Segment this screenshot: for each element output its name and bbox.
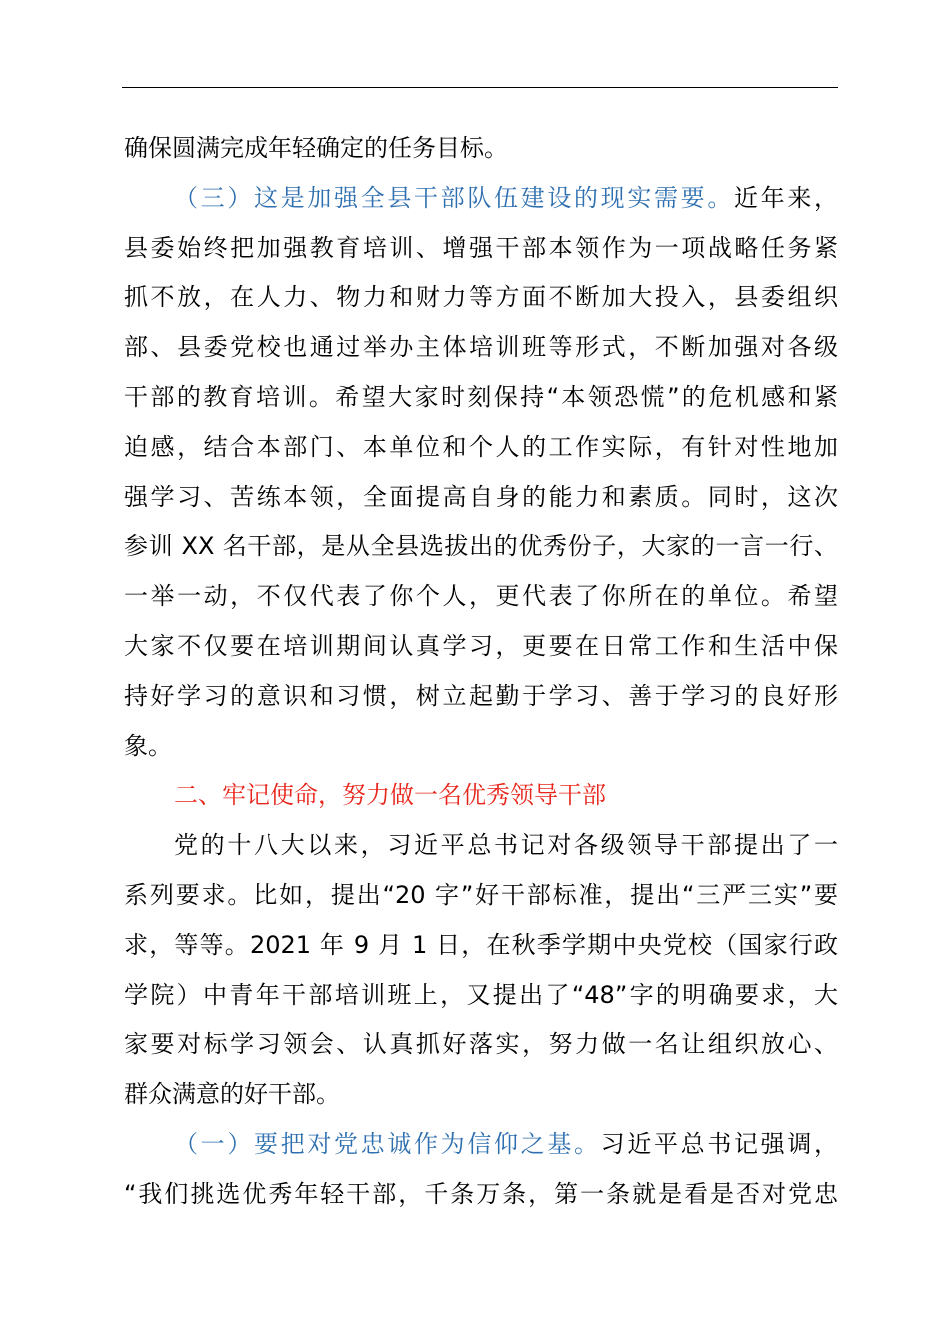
subheading-line [124, 174, 838, 224]
paragraph-line: 迫感，结合本部门、本单位和个人的工作实际，有针对性地加 [124, 432, 838, 461]
subheading-one: （一）要把对党忠诚作为信仰之基。 [174, 1129, 601, 1158]
paragraph-line: 参训 XX 名干部，是从全县选拔出的优秀份子，大家的一言一行、 [124, 532, 838, 561]
paragraph-line: 求，等等。2021 年 9 月 1 日，在秋季学期中央党校（国家行政 [124, 930, 838, 959]
paragraph-line: 系列要求。比如，提出“20 字”好干部标准，提出“三严三实”要 [124, 880, 838, 909]
paragraph-line: 一举一动，不仅代表了你个人，更代表了你所在的单位。希望 [124, 582, 838, 611]
subheading-three: （三）这是加强全县干部队伍建设的现实需要。 [174, 183, 734, 212]
paragraph-line: 党的十八大以来，习近平总书记对各级领导干部提出了一 [174, 831, 838, 860]
paragraph-line: 部、县委党校也通过举办主体培训班等形式，不断加强对各级 [124, 333, 838, 362]
paragraph-line: 强学习、苦练本领，全面提高自身的能力和素质。同时，这次 [124, 482, 838, 511]
paragraph-line: 象。 [124, 731, 172, 760]
subheading-line [124, 1120, 838, 1170]
document-body [124, 124, 838, 1220]
header-rule [122, 87, 838, 88]
paragraph-line: 确保圆满完成年轻确定的任务目标。 [124, 134, 508, 162]
paragraph-line: 县委始终把加强教育培训、增强干部本领作为一项战略任务紧 [124, 233, 838, 262]
paragraph-text: 近年来， [734, 183, 838, 212]
paragraph-line: 学院）中青年干部培训班上，又提出了“48”字的明确要求，大 [124, 980, 838, 1009]
paragraph-line: 干部的教育培训。希望大家时刻保持“本领恐慌”的危机感和紧 [124, 382, 838, 411]
paragraph-line: 大家不仅要在培训期间认真学习，更要在日常工作和生活中保 [124, 631, 838, 660]
paragraph-line: 抓不放，在人力、物力和财力等方面不断加大投入，县委组织 [124, 283, 838, 312]
section-heading-two: 二、牢记使命，努力做一名优秀领导干部 [174, 781, 606, 810]
paragraph-line: 家要对标学习领会、认真抓好落实，努力做一名让组织放心、 [124, 1030, 838, 1059]
paragraph-line: 群众满意的好干部。 [124, 1080, 340, 1109]
paragraph-text: 习近平总书记强调， [600, 1129, 839, 1158]
paragraph-line: “我们挑选优秀年轻干部，千条万条，第一条就是看是否对党忠 [124, 1179, 838, 1208]
paragraph-line: 持好学习的意识和习惯，树立起勤于学习、善于学习的良好形 [124, 681, 838, 710]
